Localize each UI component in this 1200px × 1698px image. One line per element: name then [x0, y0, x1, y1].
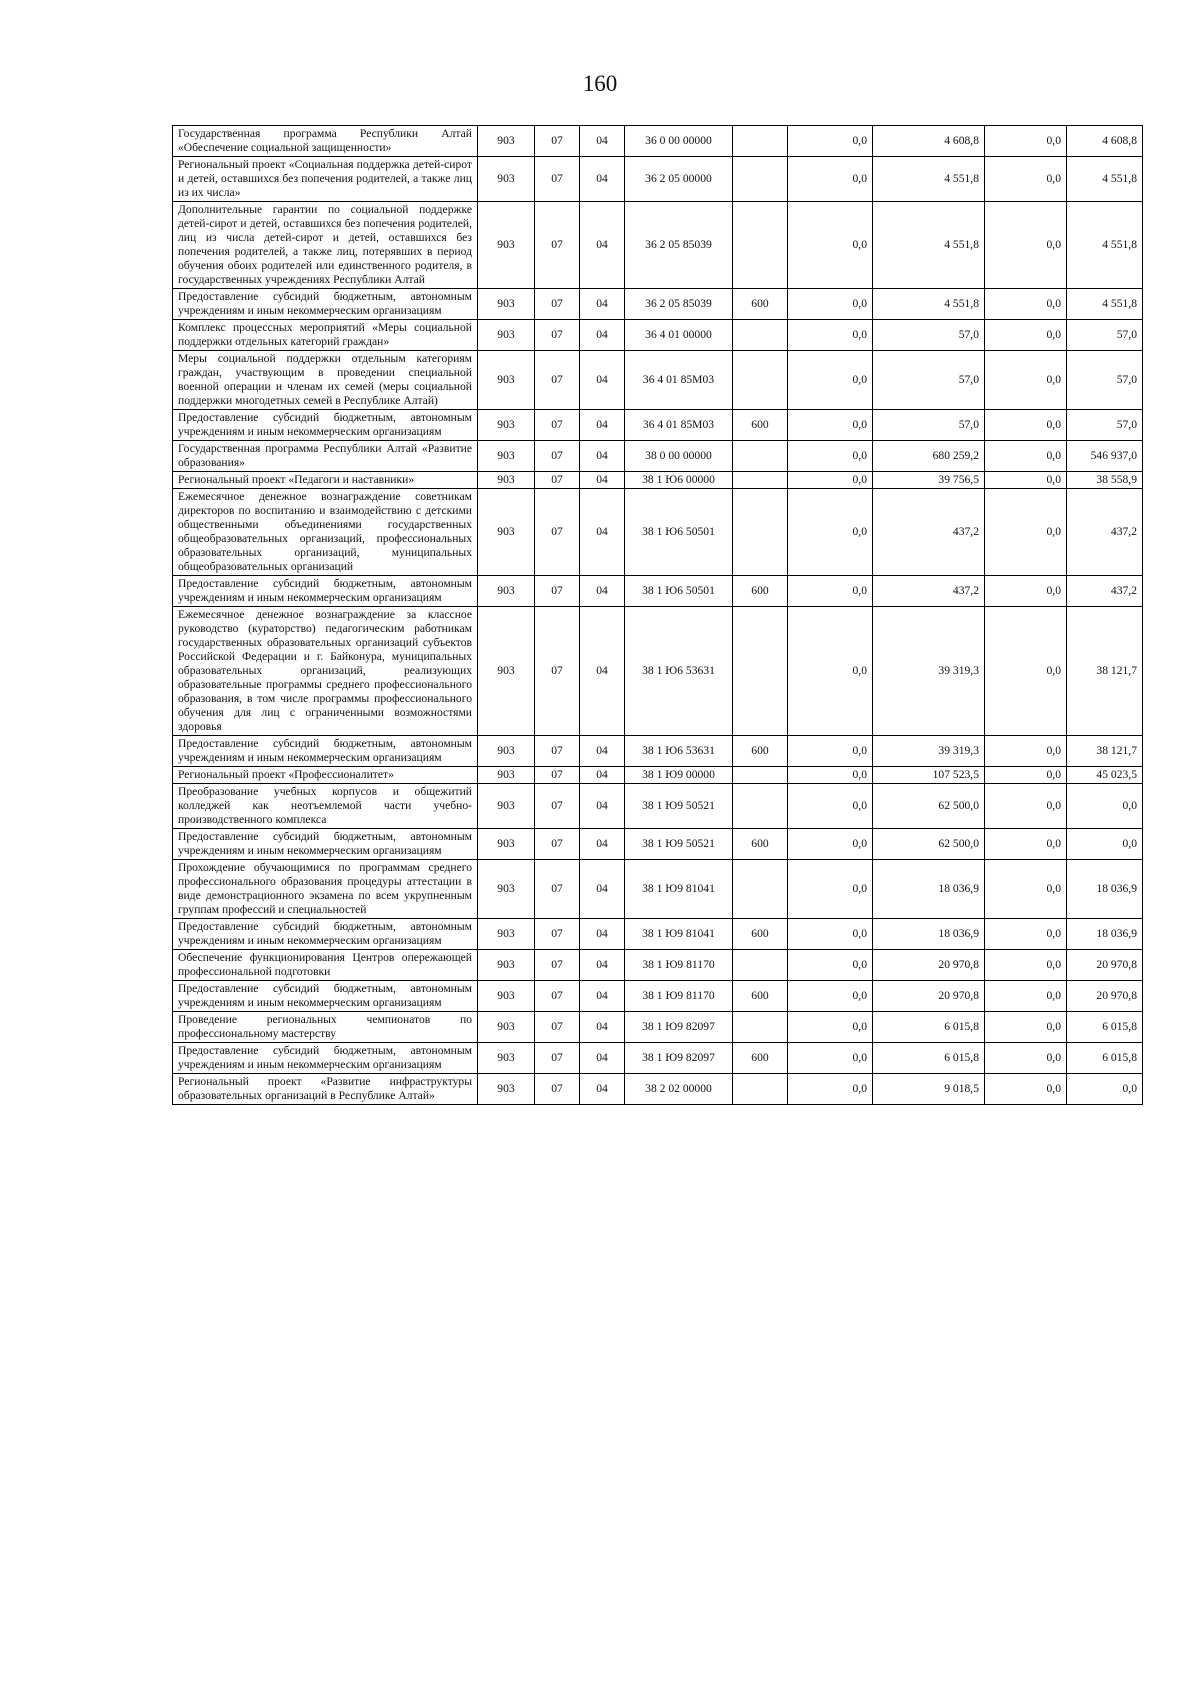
- amount-cell-3: 0,0: [985, 472, 1067, 489]
- subsection-code-cell: 04: [580, 410, 625, 441]
- section-code-cell: 07: [535, 410, 580, 441]
- section-code-cell: 07: [535, 289, 580, 320]
- row-name-cell: Предоставление субсидий бюджетным, автономным учреждениям и иным некоммерческим организациям: [173, 1043, 478, 1074]
- amount-cell-4: 57,0: [1067, 410, 1143, 441]
- row-name-cell: Предоставление субсидий бюджетным, автономным учреждениям и иным некоммерческим организациям: [173, 829, 478, 860]
- amount-cell-1: 0,0: [788, 784, 873, 829]
- amount-cell-1: 0,0: [788, 472, 873, 489]
- amount-cell-1: 0,0: [788, 981, 873, 1012]
- amount-cell-4: 4 551,8: [1067, 289, 1143, 320]
- amount-cell-2: 20 970,8: [873, 981, 985, 1012]
- amount-cell-2: 39 319,3: [873, 607, 985, 736]
- section-code-cell: 07: [535, 767, 580, 784]
- amount-cell-2: 18 036,9: [873, 919, 985, 950]
- amount-cell-1: 0,0: [788, 1012, 873, 1043]
- amount-cell-2: 107 523,5: [873, 767, 985, 784]
- section-code-cell: 07: [535, 784, 580, 829]
- table-row: [173, 1012, 1143, 1043]
- subsection-code-cell: 04: [580, 576, 625, 607]
- amount-cell-1: 0,0: [788, 829, 873, 860]
- subsection-code-cell: 04: [580, 1074, 625, 1105]
- subsection-code-cell: 04: [580, 950, 625, 981]
- amount-cell-1: 0,0: [788, 767, 873, 784]
- amount-cell-2: 4 551,8: [873, 202, 985, 289]
- expense-kind-cell: [733, 320, 788, 351]
- subsection-code-cell: 04: [580, 441, 625, 472]
- row-name-cell: Предоставление субсидий бюджетным, автономным учреждениям и иным некоммерческим организациям: [173, 289, 478, 320]
- target-article-cell: 38 2 02 00000: [625, 1074, 733, 1105]
- ministry-code-cell: 903: [478, 576, 535, 607]
- amount-cell-3: 0,0: [985, 860, 1067, 919]
- row-name-cell: Предоставление субсидий бюджетным, автономным учреждениям и иным некоммерческим организациям: [173, 576, 478, 607]
- table-row: [173, 410, 1143, 441]
- ministry-code-cell: 903: [478, 489, 535, 576]
- amount-cell-1: 0,0: [788, 860, 873, 919]
- amount-cell-2: 18 036,9: [873, 860, 985, 919]
- target-article-cell: 38 1 Ю9 50521: [625, 784, 733, 829]
- subsection-code-cell: 04: [580, 607, 625, 736]
- target-article-cell: 38 1 Ю9 82097: [625, 1043, 733, 1074]
- table-row: [173, 472, 1143, 489]
- amount-cell-4: 4 608,8: [1067, 126, 1143, 157]
- expense-kind-cell: [733, 351, 788, 410]
- ministry-code-cell: 903: [478, 202, 535, 289]
- target-article-cell: 38 0 00 00000: [625, 441, 733, 472]
- expense-kind-cell: [733, 126, 788, 157]
- row-name-cell: Прохождение обучающимися по программам среднего профессионального образования процедуры аттестации в виде демонстрационного экзамена по всем укрупненным группам профессий и специальностей: [173, 860, 478, 919]
- expense-kind-cell: 600: [733, 736, 788, 767]
- table-row: [173, 607, 1143, 736]
- table-row: [173, 736, 1143, 767]
- row-name-cell: Региональный проект «Педагоги и наставники»: [173, 472, 478, 489]
- amount-cell-1: 0,0: [788, 289, 873, 320]
- row-name-cell: Предоставление субсидий бюджетным, автономным учреждениям и иным некоммерческим организациям: [173, 410, 478, 441]
- amount-cell-4: 4 551,8: [1067, 157, 1143, 202]
- amount-cell-2: 4 551,8: [873, 157, 985, 202]
- ministry-code-cell: 903: [478, 950, 535, 981]
- subsection-code-cell: 04: [580, 351, 625, 410]
- amount-cell-4: 0,0: [1067, 784, 1143, 829]
- amount-cell-2: 4 608,8: [873, 126, 985, 157]
- amount-cell-1: 0,0: [788, 126, 873, 157]
- amount-cell-2: 20 970,8: [873, 950, 985, 981]
- table-row: [173, 576, 1143, 607]
- amount-cell-2: 39 319,3: [873, 736, 985, 767]
- table-row: [173, 351, 1143, 410]
- ministry-code-cell: 903: [478, 919, 535, 950]
- section-code-cell: 07: [535, 981, 580, 1012]
- row-name-cell: Обеспечение функционирования Центров опережающей профессиональной подготовки: [173, 950, 478, 981]
- amount-cell-4: 18 036,9: [1067, 919, 1143, 950]
- target-article-cell: 38 1 Ю6 53631: [625, 607, 733, 736]
- amount-cell-1: 0,0: [788, 441, 873, 472]
- amount-cell-3: 0,0: [985, 829, 1067, 860]
- section-code-cell: 07: [535, 860, 580, 919]
- section-code-cell: 07: [535, 472, 580, 489]
- amount-cell-3: 0,0: [985, 157, 1067, 202]
- row-name-cell: Региональный проект «Социальная поддержка детей-сирот и детей, оставшихся без попечения родителей, а также лиц из их числа»: [173, 157, 478, 202]
- amount-cell-4: 20 970,8: [1067, 950, 1143, 981]
- target-article-cell: 38 1 Ю9 81170: [625, 981, 733, 1012]
- amount-cell-3: 0,0: [985, 981, 1067, 1012]
- amount-cell-1: 0,0: [788, 1074, 873, 1105]
- expense-kind-cell: [733, 860, 788, 919]
- amount-cell-1: 0,0: [788, 607, 873, 736]
- table-row: [173, 441, 1143, 472]
- target-article-cell: 36 2 05 00000: [625, 157, 733, 202]
- amount-cell-4: 6 015,8: [1067, 1043, 1143, 1074]
- page-number: 160: [582, 71, 618, 96]
- table-row: [173, 950, 1143, 981]
- section-code-cell: 07: [535, 441, 580, 472]
- amount-cell-1: 0,0: [788, 157, 873, 202]
- row-name-cell: Дополнительные гарантии по социальной поддержке детей-сирот и детей, оставшихся без попечения родителей, лиц из числа детей-сирот и детей, оставшихся без попечения родителей, а также лиц, потерявших в период обучения обоих родителей или единственного родителя, в государственных учреждениях Республики Алтай: [173, 202, 478, 289]
- amount-cell-4: 20 970,8: [1067, 981, 1143, 1012]
- target-article-cell: 38 1 Ю9 81041: [625, 919, 733, 950]
- ministry-code-cell: 903: [478, 472, 535, 489]
- amount-cell-1: 0,0: [788, 736, 873, 767]
- section-code-cell: 07: [535, 1043, 580, 1074]
- amount-cell-3: 0,0: [985, 126, 1067, 157]
- target-article-cell: 38 1 Ю9 82097: [625, 1012, 733, 1043]
- amount-cell-2: 437,2: [873, 576, 985, 607]
- amount-cell-4: 45 023,5: [1067, 767, 1143, 784]
- row-name-cell: Предоставление субсидий бюджетным, автономным учреждениям и иным некоммерческим организациям: [173, 981, 478, 1012]
- ministry-code-cell: 903: [478, 320, 535, 351]
- amount-cell-3: 0,0: [985, 919, 1067, 950]
- amount-cell-3: 0,0: [985, 1043, 1067, 1074]
- target-article-cell: 38 1 Ю6 53631: [625, 736, 733, 767]
- amount-cell-3: 0,0: [985, 410, 1067, 441]
- table-row: [173, 784, 1143, 829]
- table-row: [173, 289, 1143, 320]
- amount-cell-2: 6 015,8: [873, 1043, 985, 1074]
- amount-cell-4: 57,0: [1067, 351, 1143, 410]
- table-row: [173, 829, 1143, 860]
- section-code-cell: 07: [535, 202, 580, 289]
- target-article-cell: 36 2 05 85039: [625, 202, 733, 289]
- ministry-code-cell: 903: [478, 860, 535, 919]
- subsection-code-cell: 04: [580, 157, 625, 202]
- section-code-cell: 07: [535, 950, 580, 981]
- section-code-cell: 07: [535, 157, 580, 202]
- ministry-code-cell: 903: [478, 736, 535, 767]
- target-article-cell: 38 1 Ю9 81170: [625, 950, 733, 981]
- subsection-code-cell: 04: [580, 320, 625, 351]
- budget-table-body: [173, 126, 1143, 1105]
- row-name-cell: Предоставление субсидий бюджетным, автономным учреждениям и иным некоммерческим организациям: [173, 736, 478, 767]
- ministry-code-cell: 903: [478, 289, 535, 320]
- amount-cell-4: 0,0: [1067, 1074, 1143, 1105]
- table-row: [173, 1074, 1143, 1105]
- subsection-code-cell: 04: [580, 829, 625, 860]
- expense-kind-cell: [733, 202, 788, 289]
- amount-cell-2: 680 259,2: [873, 441, 985, 472]
- amount-cell-2: 62 500,0: [873, 829, 985, 860]
- expense-kind-cell: [733, 607, 788, 736]
- table-row: [173, 157, 1143, 202]
- expense-kind-cell: 600: [733, 829, 788, 860]
- ministry-code-cell: 903: [478, 829, 535, 860]
- amount-cell-4: 4 551,8: [1067, 202, 1143, 289]
- amount-cell-4: 38 121,7: [1067, 736, 1143, 767]
- ministry-code-cell: 903: [478, 441, 535, 472]
- expense-kind-cell: [733, 472, 788, 489]
- ministry-code-cell: 903: [478, 607, 535, 736]
- subsection-code-cell: 04: [580, 126, 625, 157]
- expense-kind-cell: [733, 157, 788, 202]
- amount-cell-3: 0,0: [985, 489, 1067, 576]
- target-article-cell: 36 0 00 00000: [625, 126, 733, 157]
- amount-cell-4: 0,0: [1067, 829, 1143, 860]
- subsection-code-cell: 04: [580, 289, 625, 320]
- target-article-cell: 38 1 Ю9 50521: [625, 829, 733, 860]
- expense-kind-cell: [733, 1012, 788, 1043]
- section-code-cell: 07: [535, 1012, 580, 1043]
- amount-cell-3: 0,0: [985, 1012, 1067, 1043]
- target-article-cell: 38 1 Ю9 00000: [625, 767, 733, 784]
- subsection-code-cell: 04: [580, 767, 625, 784]
- amount-cell-1: 0,0: [788, 1043, 873, 1074]
- amount-cell-2: 437,2: [873, 489, 985, 576]
- amount-cell-2: 57,0: [873, 320, 985, 351]
- amount-cell-3: 0,0: [985, 784, 1067, 829]
- expense-kind-cell: 600: [733, 289, 788, 320]
- subsection-code-cell: 04: [580, 489, 625, 576]
- target-article-cell: 36 4 01 85М03: [625, 351, 733, 410]
- section-code-cell: 07: [535, 126, 580, 157]
- ministry-code-cell: 903: [478, 981, 535, 1012]
- expense-kind-cell: 600: [733, 576, 788, 607]
- table-row: [173, 981, 1143, 1012]
- amount-cell-1: 0,0: [788, 410, 873, 441]
- expense-kind-cell: 600: [733, 919, 788, 950]
- table-row: [173, 1043, 1143, 1074]
- ministry-code-cell: 903: [478, 410, 535, 441]
- expense-kind-cell: [733, 441, 788, 472]
- amount-cell-4: 38 121,7: [1067, 607, 1143, 736]
- expense-kind-cell: 600: [733, 410, 788, 441]
- amount-cell-4: 437,2: [1067, 489, 1143, 576]
- row-name-cell: Региональный проект «Развитие инфраструктуры образовательных организаций в Республике Алтай»: [173, 1074, 478, 1105]
- section-code-cell: 07: [535, 607, 580, 736]
- row-name-cell: Проведение региональных чемпионатов по профессиональному мастерству: [173, 1012, 478, 1043]
- section-code-cell: 07: [535, 351, 580, 410]
- amount-cell-4: 57,0: [1067, 320, 1143, 351]
- table-row: [173, 202, 1143, 289]
- ministry-code-cell: 903: [478, 351, 535, 410]
- section-code-cell: 07: [535, 829, 580, 860]
- ministry-code-cell: 903: [478, 1012, 535, 1043]
- amount-cell-2: 57,0: [873, 351, 985, 410]
- amount-cell-3: 0,0: [985, 441, 1067, 472]
- target-article-cell: 36 4 01 00000: [625, 320, 733, 351]
- amount-cell-3: 0,0: [985, 1074, 1067, 1105]
- row-name-cell: Государственная программа Республики Алтай «Развитие образования»: [173, 441, 478, 472]
- subsection-code-cell: 04: [580, 472, 625, 489]
- target-article-cell: 38 1 Ю6 50501: [625, 489, 733, 576]
- ministry-code-cell: 903: [478, 1074, 535, 1105]
- table-row: [173, 860, 1143, 919]
- target-article-cell: 38 1 Ю6 50501: [625, 576, 733, 607]
- subsection-code-cell: 04: [580, 1043, 625, 1074]
- amount-cell-2: 39 756,5: [873, 472, 985, 489]
- amount-cell-3: 0,0: [985, 950, 1067, 981]
- ministry-code-cell: 903: [478, 126, 535, 157]
- expense-kind-cell: [733, 767, 788, 784]
- target-article-cell: 36 2 05 85039: [625, 289, 733, 320]
- target-article-cell: 36 4 01 85М03: [625, 410, 733, 441]
- expense-kind-cell: [733, 1074, 788, 1105]
- amount-cell-3: 0,0: [985, 576, 1067, 607]
- amount-cell-4: 18 036,9: [1067, 860, 1143, 919]
- subsection-code-cell: 04: [580, 736, 625, 767]
- table-row: [173, 320, 1143, 351]
- amount-cell-4: 38 558,9: [1067, 472, 1143, 489]
- row-name-cell: Преобразование учебных корпусов и общежитий колледжей как неотъемлемой части учебно-производственного комплекса: [173, 784, 478, 829]
- ministry-code-cell: 903: [478, 157, 535, 202]
- expense-kind-cell: 600: [733, 1043, 788, 1074]
- amount-cell-1: 0,0: [788, 576, 873, 607]
- amount-cell-2: 9 018,5: [873, 1074, 985, 1105]
- row-name-cell: Государственная программа Республики Алтай «Обеспечение социальной защищенности»: [173, 126, 478, 157]
- amount-cell-3: 0,0: [985, 202, 1067, 289]
- budget-table: [172, 125, 1143, 1105]
- amount-cell-3: 0,0: [985, 289, 1067, 320]
- ministry-code-cell: 903: [478, 1043, 535, 1074]
- row-name-cell: Ежемесячное денежное вознаграждение советникам директоров по воспитанию и взаимодействию с детскими общественными объединениями государственных общеобразовательных организаций, профессиональных образовательных организаций, муниципальных общеобразовательных организаций: [173, 489, 478, 576]
- expense-kind-cell: [733, 950, 788, 981]
- subsection-code-cell: 04: [580, 919, 625, 950]
- amount-cell-3: 0,0: [985, 767, 1067, 784]
- subsection-code-cell: 04: [580, 202, 625, 289]
- expense-kind-cell: [733, 784, 788, 829]
- subsection-code-cell: 04: [580, 1012, 625, 1043]
- section-code-cell: 07: [535, 320, 580, 351]
- table-row: [173, 489, 1143, 576]
- amount-cell-3: 0,0: [985, 320, 1067, 351]
- amount-cell-4: 437,2: [1067, 576, 1143, 607]
- row-name-cell: Комплекс процессных мероприятий «Меры социальной поддержки отдельных категорий граждан»: [173, 320, 478, 351]
- subsection-code-cell: 04: [580, 860, 625, 919]
- amount-cell-2: 4 551,8: [873, 289, 985, 320]
- target-article-cell: 38 1 Ю6 00000: [625, 472, 733, 489]
- amount-cell-2: 6 015,8: [873, 1012, 985, 1043]
- row-name-cell: Меры социальной поддержки отдельным категориям граждан, участвующим в проведении специальной военной операции и членам их семей (меры социальной поддержки многодетных семей в Республике Алтай): [173, 351, 478, 410]
- section-code-cell: 07: [535, 1074, 580, 1105]
- section-code-cell: 07: [535, 489, 580, 576]
- expense-kind-cell: 600: [733, 981, 788, 1012]
- amount-cell-4: 6 015,8: [1067, 1012, 1143, 1043]
- amount-cell-4: 546 937,0: [1067, 441, 1143, 472]
- amount-cell-2: 57,0: [873, 410, 985, 441]
- subsection-code-cell: 04: [580, 981, 625, 1012]
- amount-cell-1: 0,0: [788, 489, 873, 576]
- row-name-cell: Ежемесячное денежное вознаграждение за классное руководство (кураторство) педагогическим работникам государственных образовательных организаций субъектов Российской Федерации и г. Байконура, муниципальных образовательных организаций, реализующих образовательные программы среднего профессионального образования, в том числе программы профессионального обучения для лиц с ограниченными возможностями здоровья: [173, 607, 478, 736]
- section-code-cell: 07: [535, 736, 580, 767]
- section-code-cell: 07: [535, 919, 580, 950]
- amount-cell-3: 0,0: [985, 736, 1067, 767]
- amount-cell-1: 0,0: [788, 202, 873, 289]
- amount-cell-1: 0,0: [788, 950, 873, 981]
- amount-cell-1: 0,0: [788, 351, 873, 410]
- ministry-code-cell: 903: [478, 767, 535, 784]
- subsection-code-cell: 04: [580, 784, 625, 829]
- table-row: [173, 767, 1143, 784]
- row-name-cell: Региональный проект «Профессионалитет»: [173, 767, 478, 784]
- target-article-cell: 38 1 Ю9 81041: [625, 860, 733, 919]
- amount-cell-1: 0,0: [788, 320, 873, 351]
- amount-cell-3: 0,0: [985, 351, 1067, 410]
- table-row: [173, 919, 1143, 950]
- section-code-cell: 07: [535, 576, 580, 607]
- amount-cell-1: 0,0: [788, 919, 873, 950]
- amount-cell-3: 0,0: [985, 607, 1067, 736]
- expense-kind-cell: [733, 489, 788, 576]
- amount-cell-2: 62 500,0: [873, 784, 985, 829]
- ministry-code-cell: 903: [478, 784, 535, 829]
- table-row: [173, 126, 1143, 157]
- row-name-cell: Предоставление субсидий бюджетным, автономным учреждениям и иным некоммерческим организациям: [173, 919, 478, 950]
